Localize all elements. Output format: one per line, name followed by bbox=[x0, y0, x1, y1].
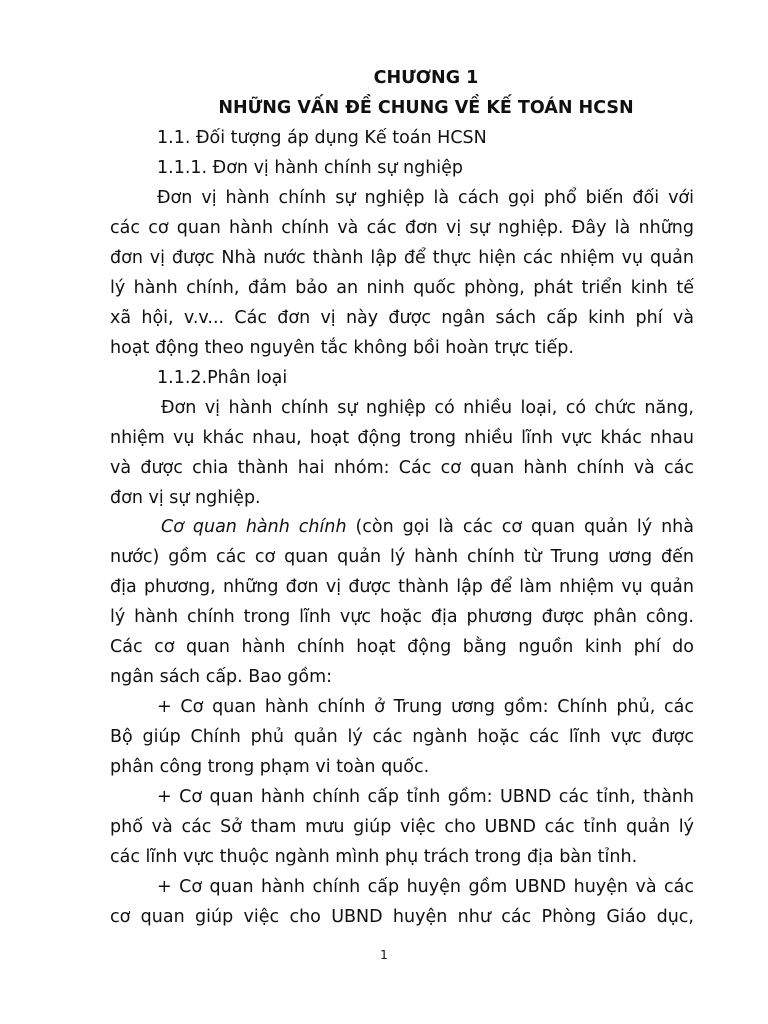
paragraph-line: đơn vị sự nghiệp. bbox=[110, 488, 261, 508]
paragraph-line: nhiệm vụ khác nhau, hoạt động trong nhiều lĩnh vực khác nhau bbox=[110, 428, 694, 448]
paragraph-line: nước) gồm các cơ quan quản lý hành chính từ Trung ương đến bbox=[110, 547, 694, 567]
paragraph-line-first bbox=[161, 516, 694, 538]
chapter-title: NHỮNG VẤN ĐỀ CHUNG VỀ KẾ TOÁN HCSN bbox=[218, 98, 634, 118]
paragraph-line: và được chia thành hai nhóm: Các cơ quan hành chính và các bbox=[110, 458, 694, 478]
paragraph-line: đơn vị được Nhà nước thành lập để thực hiện các nhiệm vụ quản bbox=[110, 248, 694, 268]
section-heading-1-1-1: 1.1.1. Đơn vị hành chính sự nghiệp bbox=[157, 158, 464, 178]
paragraph-line: địa phương, những đơn vị được thành lập để làm nhiệm vụ quản bbox=[110, 577, 694, 597]
paragraph-line: hoạt động theo nguyên tắc không bồi hoàn trực tiếp. bbox=[110, 338, 574, 358]
page-number: 1 bbox=[380, 948, 388, 962]
paragraph-line: + Cơ quan hành chính cấp huyện gồm UBND huyện và các bbox=[157, 877, 694, 897]
paragraph-line: xã hội, v.v... Các đơn vị này được ngân sách cấp kinh phí và bbox=[110, 308, 694, 328]
section-heading-1-1: 1.1. Đối tượng áp dụng Kế toán HCSN bbox=[157, 128, 487, 148]
chapter-number: CHƯƠNG 1 bbox=[373, 68, 479, 88]
paragraph-line: phố và các Sở tham mưu giúp việc cho UBND các tỉnh quản lý bbox=[110, 817, 694, 837]
italic-term: Cơ quan hành chính bbox=[161, 517, 347, 537]
paragraph-line: các lĩnh vực thuộc ngành mình phụ trách trong địa bàn tỉnh. bbox=[110, 847, 638, 867]
section-heading-1-1-2: 1.1.2.Phân loại bbox=[157, 368, 288, 388]
paragraph-line: Đơn vị hành chính sự nghiệp có nhiều loại, có chức năng, bbox=[161, 398, 694, 418]
paragraph-line: phân công trong phạm vi toàn quốc. bbox=[110, 757, 430, 777]
paragraph-line: + Cơ quan hành chính ở Trung ương gồm: Chính phủ, các bbox=[157, 697, 694, 717]
paragraph-line: lý hành chính trong lĩnh vực hoặc địa phương được phân công. bbox=[110, 607, 694, 627]
paragraph-line: Đơn vị hành chính sự nghiệp là cách gọi phổ biến đối với bbox=[157, 188, 694, 208]
paragraph-line: lý hành chính, đảm bảo an ninh quốc phòng, phát triển kinh tế bbox=[110, 278, 694, 298]
paragraph-line: Các cơ quan hành chính hoạt động bằng nguồn kinh phí do bbox=[110, 637, 694, 657]
paragraph-text: (còn gọi là các cơ quan quản lý nhà bbox=[346, 517, 694, 537]
paragraph-line: cơ quan giúp việc cho UBND huyện như các Phòng Giáo dục, bbox=[110, 907, 694, 927]
paragraph-line: Bộ giúp Chính phủ quản lý các ngành hoặc các lĩnh vực được bbox=[110, 727, 694, 747]
paragraph-line: ngân sách cấp. Bao gồm: bbox=[110, 667, 333, 687]
paragraph-line: các cơ quan hành chính và các đơn vị sự nghiệp. Đây là những bbox=[110, 218, 694, 238]
paragraph-line: + Cơ quan hành chính cấp tỉnh gồm: UBND các tỉnh, thành bbox=[157, 787, 694, 807]
